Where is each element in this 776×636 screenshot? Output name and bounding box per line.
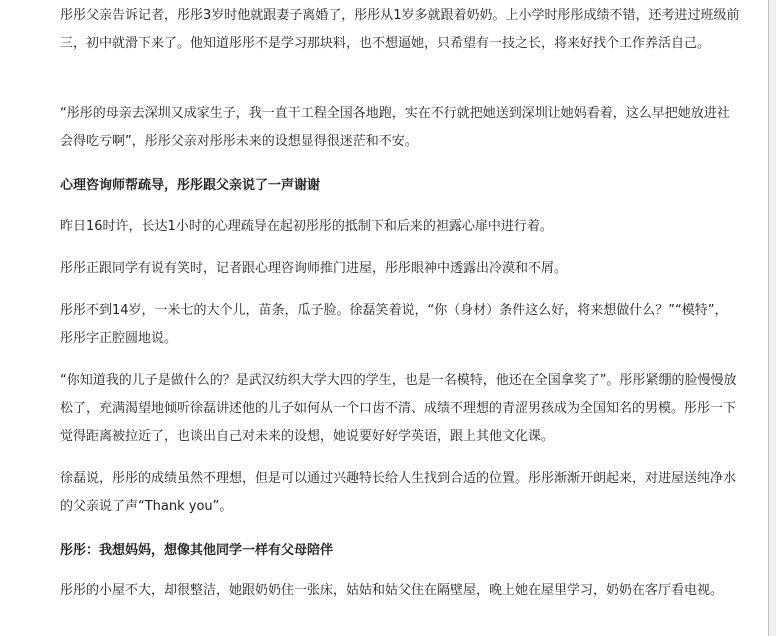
section-heading-1: 心理咨询师帮疏导，彤彤跟父亲说了一声谢谢 (60, 178, 321, 193)
page-gutter (769, 0, 776, 636)
paragraph-8: 彤彤的小屋不大，却很整洁，她跟奶奶住一张床，姑姑和姑父住在隔壁屋，晚上她在屋里学习，奶奶在客厅看电视。 (60, 583, 724, 598)
paragraph-3: 昨日16时许，长达1小时的心理疏导在起初彤彤的抵制下和后来的袒露心扉中进行着。 (60, 219, 553, 234)
paragraph-1: 彤彤父亲告诉记者，彤彤3岁时他就跟妻子离婚了，彤彤从1岁多就跟着奶奶。上小学时彤彤成绩不错，还考进过班级前三，初中就滑下来了。他知道彤彤不是学习那块料，也不想逼她，只希望有一技之长，将来好找个工作养活自己。 (60, 8, 740, 51)
paragraph-5: 彤彤不到14岁，一米七的大个儿，苗条，瓜子脸。徐磊笑着说，“你（身材）条件这么好，将来想做什么？”“模特”，彤彤字正腔圆地说。 (60, 303, 728, 346)
paragraph-7: 徐磊说，彤彤的成绩虽然不理想，但是可以通过兴趣特长给人生找到合适的位置。彤彤渐渐开朗起来，对进屋送纯净水的父亲说了声“Thank you”。 (60, 471, 737, 514)
paragraph-2: “彤彤的母亲去深圳又成家生子，我一直干工程全国各地跑，实在不行就把她送到深圳让她妈看着，这么早把她放进社会得吃亏啊”，彤彤父亲对彤彤未来的设想显得很迷茫和不安。 (60, 106, 730, 149)
paragraph-4: 彤彤正跟同学有说有笑时，记者跟心理咨询师推门进屋，彤彤眼神中透露出冷漠和不屑。 (60, 261, 568, 276)
paragraph-6: “你知道我的儿子是做什么的？是武汉纺织大学大四的学生，也是一名模特，他还在全国拿奖了”。彤彤紧绷的脸慢慢放松了，充满渴望地倾听徐磊讲述他的儿子如何从一个口齿不清、成绩不理想的青涩男孩成为全国知名的男模。彤彤一下觉得距离被拉近了，也谈出自己对未来的设想，她说要好好学英语，跟上其他文化课。 (60, 373, 737, 444)
section-heading-2: 彤彤：我想妈妈，想像其他同学一样有父母陪伴 (60, 543, 334, 558)
